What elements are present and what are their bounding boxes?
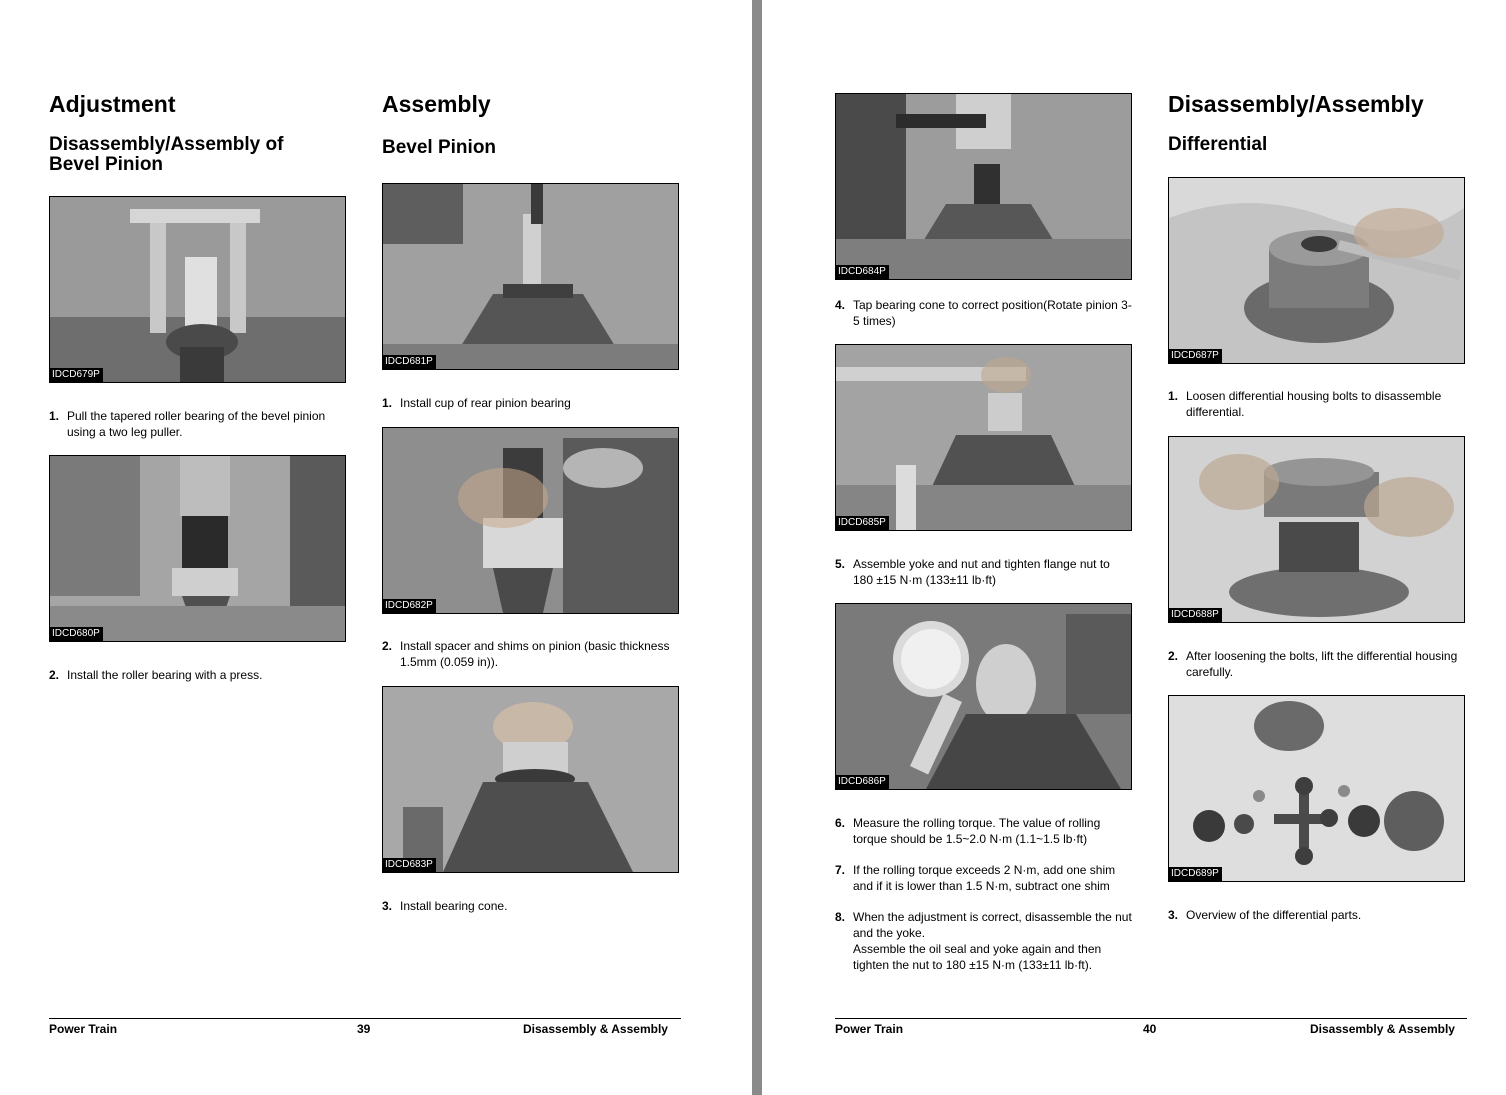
photo-loosen-housing-bolts — [1168, 177, 1465, 364]
subheading-line1: Disassembly/Assembly of — [49, 134, 284, 155]
step-number: 8. — [835, 910, 846, 924]
step-text: Pull the tapered roller bearing of the bevel pinion using a two leg puller. — [67, 409, 326, 439]
step-item — [1168, 648, 1468, 680]
right-page — [762, 0, 1506, 1095]
step-item — [835, 297, 1133, 329]
photo-measure-rolling-torque — [835, 603, 1132, 790]
step-text: Assemble yoke and nut and tighten flange nut to 180 ±15 N·m (133±11 lb·ft) — [853, 557, 1110, 587]
photo-image — [1169, 178, 1464, 363]
photo-lift-differential-housing — [1168, 436, 1465, 623]
footer-rule — [835, 1018, 1467, 1019]
step-text: After loosening the bolts, lift the differential housing carefully. — [1186, 649, 1458, 679]
step-text — [853, 909, 1133, 973]
heading-disassembly-assembly: Disassembly/Assembly — [1168, 91, 1424, 117]
step-item — [49, 667, 345, 683]
photo-id-label: IDCD687P — [1169, 349, 1222, 363]
heading-adjustment: Adjustment — [49, 91, 176, 117]
step-text: If the rolling torque exceeds 2 N·m, add one shim and if it is lower than 1.5 N·m, subtract one shim — [853, 863, 1116, 893]
step-text: Install spacer and shims on pinion (basic thickness 1.5mm (0.059 in)). — [400, 639, 670, 669]
photo-image — [383, 428, 678, 613]
step-text: Overview of the differential parts. — [1186, 908, 1362, 922]
step-text: Install bearing cone. — [400, 899, 508, 913]
page-gutter — [752, 0, 762, 1095]
step-item — [382, 898, 678, 914]
step-item — [835, 815, 1133, 847]
footer-page-number: 40 — [1143, 1022, 1157, 1036]
footer-section: Power Train — [49, 1022, 118, 1036]
step-number: 3. — [1168, 908, 1179, 922]
photo-id-label: IDCD685P — [836, 516, 889, 530]
step-item — [1168, 907, 1468, 923]
step-text: Install the roller bearing with a press. — [67, 668, 263, 682]
photo-install-cup — [382, 183, 679, 370]
step-number: 1. — [1168, 389, 1179, 403]
photo-id-label: IDCD681P — [383, 355, 436, 369]
photo-image — [1169, 437, 1464, 622]
step-number: 2. — [1168, 649, 1179, 663]
photo-image — [50, 456, 345, 641]
photo-image — [383, 687, 678, 872]
photo-image — [836, 345, 1131, 530]
step-number: 2. — [382, 639, 393, 653]
step-text: Measure the rolling torque. The value of rolling torque should be 1.5~2.0 N·m (1.1~1.5 lb·ft) — [853, 816, 1101, 846]
subheading-differential: Differential — [1168, 134, 1268, 155]
step-text: Tap bearing cone to correct position(Rotate pinion 3-5 times) — [853, 298, 1132, 328]
step-number: 7. — [835, 863, 846, 877]
step-number: 5. — [835, 557, 846, 571]
heading-assembly: Assembly — [382, 91, 491, 117]
photo-install-spacer — [382, 427, 679, 614]
photo-id-label: IDCD686P — [836, 775, 889, 789]
footer-rule — [49, 1018, 681, 1019]
step-item — [835, 556, 1133, 588]
photo-id-label: IDCD680P — [50, 627, 103, 641]
photo-id-label: IDCD683P — [383, 858, 436, 872]
photo-image — [1169, 696, 1464, 881]
step-text: Install cup of rear pinion bearing — [400, 396, 571, 410]
step-item — [1168, 388, 1468, 420]
step-text: Loosen differential housing bolts to disassemble differential. — [1186, 389, 1442, 419]
footer-section: Power Train — [835, 1022, 904, 1036]
step-item — [382, 395, 678, 411]
step-item — [835, 909, 1133, 973]
step-item — [382, 638, 678, 670]
photo-tap-cone — [835, 93, 1132, 280]
photo-press-bearing — [49, 455, 346, 642]
photo-id-label: IDCD679P — [50, 368, 103, 382]
subheading-bevel-pinion: Bevel Pinion — [382, 137, 497, 158]
footer-chapter: Disassembly & Assembly — [1310, 1022, 1455, 1036]
photo-two-leg-puller — [49, 196, 346, 383]
photo-image — [383, 184, 678, 369]
photo-id-label: IDCD682P — [383, 599, 436, 613]
step-number: 2. — [49, 668, 60, 682]
step-number: 1. — [382, 396, 393, 410]
photo-tighten-flange-nut — [835, 344, 1132, 531]
subheading-line2: Bevel Pinion — [49, 154, 164, 175]
photo-differential-parts — [1168, 695, 1465, 882]
photo-image — [836, 94, 1131, 279]
subheading-bevel-pinion-disassembly — [49, 135, 283, 175]
step-number: 1. — [49, 409, 60, 423]
step-text-line1: When the adjustment is correct, disassemble the nut and the yoke. — [853, 910, 1132, 940]
footer-page-number: 39 — [357, 1022, 371, 1036]
photo-image — [836, 604, 1131, 789]
step-number: 4. — [835, 298, 846, 312]
step-item — [49, 408, 345, 440]
photo-id-label: IDCD688P — [1169, 608, 1222, 622]
footer-chapter: Disassembly & Assembly — [523, 1022, 668, 1036]
photo-id-label: IDCD684P — [836, 265, 889, 279]
left-page — [0, 0, 752, 1095]
photo-install-cone — [382, 686, 679, 873]
step-number: 6. — [835, 816, 846, 830]
step-number: 3. — [382, 899, 393, 913]
step-item — [835, 862, 1133, 894]
photo-id-label: IDCD689P — [1169, 867, 1222, 881]
photo-image — [50, 197, 345, 382]
step-text-line2: Assemble the oil seal and yoke again and then tighten the nut to 180 ±15 N·m (133±11 lb·ft). — [853, 942, 1102, 972]
